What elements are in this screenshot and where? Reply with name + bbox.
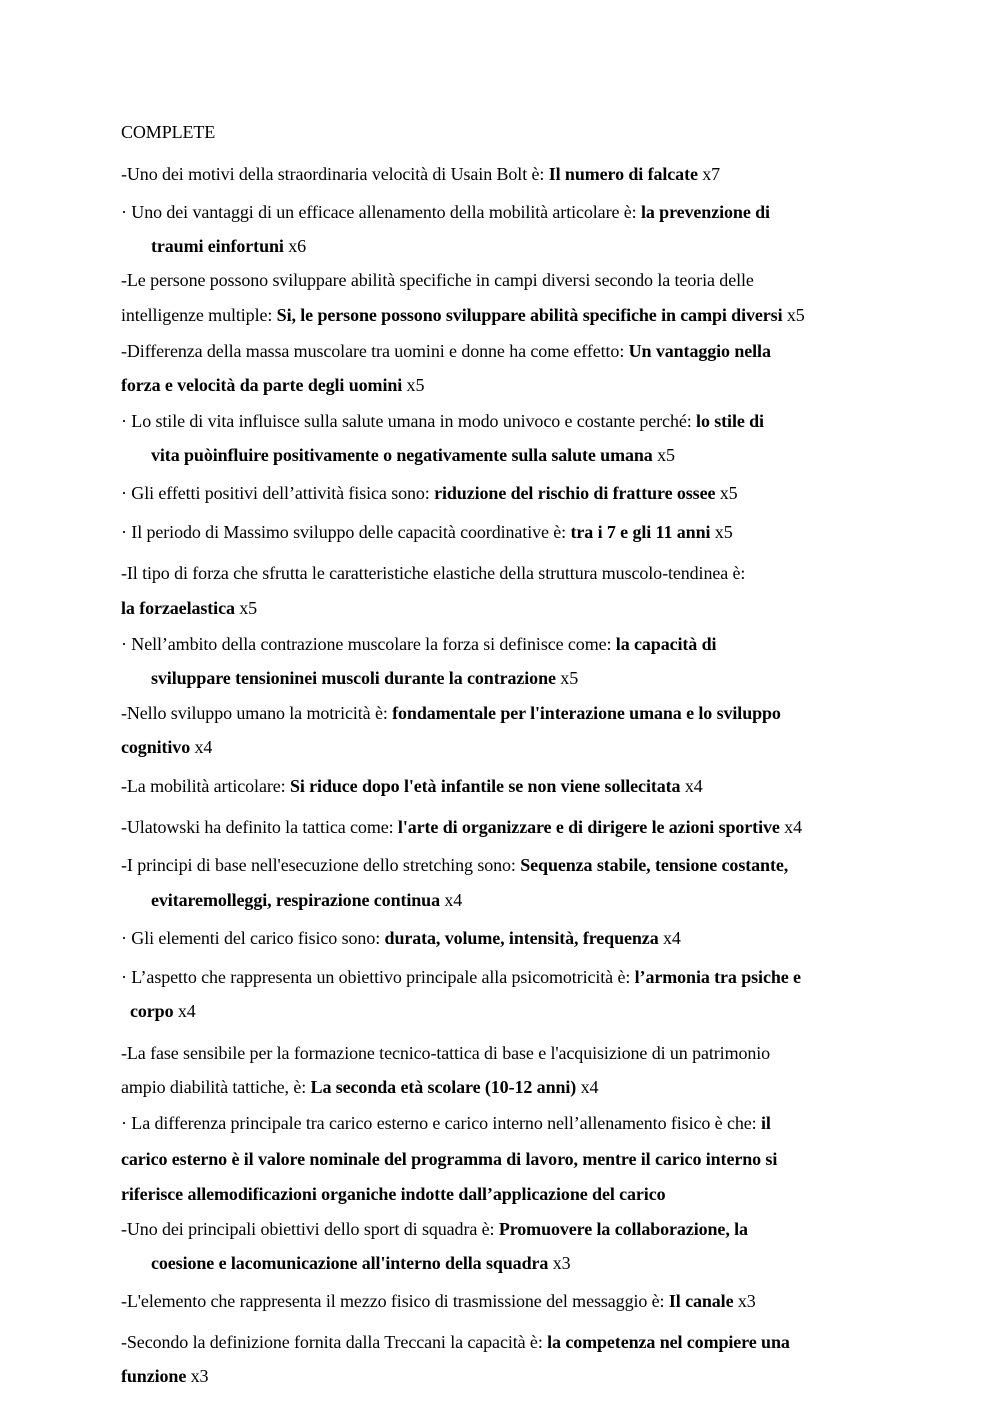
answer-text: carico esterno è il valore nominale del programma di lavoro, mentre il carico interno si [121, 1149, 778, 1169]
question-text: -L'elemento che rappresenta il mezzo fisico di trasmissione del messaggio è: [121, 1291, 669, 1311]
question-text: · Il periodo di Massimo sviluppo delle capacità coordinative è: [121, 522, 571, 542]
count-text: x5 [652, 445, 675, 465]
text-line [151, 667, 578, 689]
answer-text: Si, le persone possono sviluppare abilità specifiche in campi diversi [276, 305, 783, 325]
question-text: · Lo stile di vita influisce sulla salute umana in modo univoco e costante perché: [121, 411, 697, 431]
question-text: -La mobilità articolare: [121, 776, 290, 796]
text-line [121, 775, 703, 797]
count-text: x5 [710, 522, 733, 542]
text-line [121, 1148, 777, 1170]
answer-text: coesione e lacomunicazione all'interno della squadra [151, 1253, 549, 1273]
text-line [121, 1076, 598, 1098]
answer-text: cognitivo [121, 737, 191, 757]
answer-text: la prevenzione di [640, 202, 770, 222]
answer-text: lo stile di [696, 411, 764, 431]
answer-text: il [760, 1113, 771, 1133]
count-text: x3 [548, 1253, 571, 1273]
question-text: -Le persone possono sviluppare abilità specifiche in campi diversi secondo la teoria delle [121, 270, 754, 290]
answer-text: Il canale [668, 1291, 734, 1311]
question-text: -La fase sensibile per la formazione tecnico-tattica di base e l'acquisizione di un patrimonio [121, 1043, 771, 1063]
answer-text: tra i 7 e gli 11 anni [570, 522, 711, 542]
text-line [121, 702, 781, 724]
text-line [151, 1252, 571, 1274]
question-text: -Nello sviluppo umano la motricità è: [121, 703, 393, 723]
text-line [121, 562, 745, 584]
text-line [130, 1000, 196, 1022]
text-line [121, 1183, 666, 1205]
answer-text: Si riduce dopo l'età infantile se non viene sollecitata [289, 776, 681, 796]
answer-text: La seconda età scolare (10-12 anni) [310, 1077, 577, 1097]
count-text: x5 [402, 375, 425, 395]
count-text: x5 [234, 598, 258, 618]
question-text: -Secondo la definizione fornita dalla Treccani la capacità è: [121, 1332, 548, 1352]
text-line [121, 927, 681, 949]
text-line [121, 410, 764, 432]
text-line [121, 163, 720, 185]
text-line [121, 304, 805, 326]
text-line [121, 1042, 770, 1064]
text-line [121, 1218, 748, 1240]
text-line [121, 201, 770, 223]
text-line [121, 966, 801, 988]
text-line [121, 374, 424, 396]
question-text: -Ulatowski ha definito la tattica come: [121, 817, 398, 837]
question-text: · Gli elementi del carico fisico sono: [121, 928, 385, 948]
count-text: x4 [173, 1001, 196, 1021]
answer-text: riduzione del rischio di fratture ossee [434, 483, 716, 503]
text-line [121, 1112, 771, 1134]
answer-text: corpo [130, 1001, 174, 1021]
answer-text: l'arte di organizzare e di dirigere le azioni sportive [397, 817, 780, 837]
text-line [121, 633, 716, 655]
question-text: · Gli effetti positivi dell’attività fisica sono: [121, 483, 435, 503]
text-line [121, 1331, 790, 1353]
text-line [121, 269, 754, 291]
answer-text: la competenza nel compiere una [547, 1332, 790, 1352]
question-text: -Uno dei principali obiettivi dello sport di squadra è: [121, 1219, 499, 1239]
text-line [121, 340, 771, 362]
count-text: x5 [782, 305, 805, 325]
text-line [121, 1290, 756, 1312]
text-line [121, 597, 257, 619]
answer-text: Sequenza stabile, tensione costante, [520, 855, 789, 875]
count-text: x3 [186, 1366, 209, 1386]
count-text: x7 [697, 164, 721, 184]
text-line [151, 444, 675, 466]
answer-text: Il numero di falcate [548, 164, 698, 184]
answer-text: Promuovere la collaborazione, la [498, 1219, 748, 1239]
count-text: x5 [555, 668, 579, 688]
count-text: x3 [733, 1291, 756, 1311]
question-text: -Uno dei motivi della straordinaria velocità di Usain Bolt è: [121, 164, 549, 184]
count-text: x4 [576, 1077, 599, 1097]
text-line [121, 1365, 208, 1387]
question-text: -Differenza della massa muscolare tra uomini e donne ha come effetto: [121, 341, 629, 361]
text-line [121, 854, 788, 876]
count-text: x6 [283, 236, 306, 256]
answer-text: durata, volume, intensità, frequenza [384, 928, 659, 948]
count-text: x4 [190, 737, 213, 757]
answer-text: riferisce allemodificazioni organiche indotte dall’applicazione del carico [121, 1184, 666, 1204]
answer-text: sviluppare tensioninei muscoli durante la contrazione [151, 668, 556, 688]
document-heading: COMPLETE [121, 122, 216, 142]
question-text: · Uno dei vantaggi di un efficace allenamento della mobilità articolare è: [121, 202, 641, 222]
text-line [121, 482, 738, 504]
text-line [151, 235, 306, 257]
count-text: x4 [440, 890, 463, 910]
answer-text: funzione [121, 1366, 187, 1386]
question-text: ampio diabilità tattiche, è: [121, 1077, 311, 1097]
count-text: x4 [779, 817, 802, 837]
answer-text: evitaremolleggi, respirazione continua [151, 890, 440, 910]
question-text: -I principi di base nell'esecuzione dello stretching sono: [121, 855, 521, 875]
answer-text: vita puòinfluire positivamente o negativamente sulla salute umana [151, 445, 653, 465]
text-line [151, 889, 462, 911]
question-text: -Il tipo di forza che sfrutta le caratteristiche elastiche della struttura muscolo-tendinea è: [121, 563, 746, 583]
answer-text: forza e velocità da parte degli uomini [121, 375, 403, 395]
answer-text: la forzaelastica [121, 598, 235, 618]
text-line [121, 521, 733, 543]
answer-text: fondamentale per l'interazione umana e lo sviluppo [392, 703, 781, 723]
question-text: · La differenza principale tra carico esterno e carico interno nell’allenamento fisico è che: [121, 1113, 761, 1133]
answer-text: traumi einfortuni [151, 236, 284, 256]
question-text: intelligenze multiple: [121, 305, 277, 325]
count-text: x4 [658, 928, 681, 948]
question-text: · Nell’ambito della contrazione muscolare la forza si definisce come: [121, 634, 616, 654]
answer-text: Un vantaggio nella [628, 341, 771, 361]
count-text: x4 [680, 776, 703, 796]
text-line [121, 816, 802, 838]
question-text: · L’aspetto che rappresenta un obiettivo principale alla psicomotricità è: [121, 967, 635, 987]
text-line [121, 736, 212, 758]
answer-text: la capacità di [615, 634, 717, 654]
answer-text: l’armonia tra psiche e [634, 967, 801, 987]
count-text: x5 [715, 483, 738, 503]
